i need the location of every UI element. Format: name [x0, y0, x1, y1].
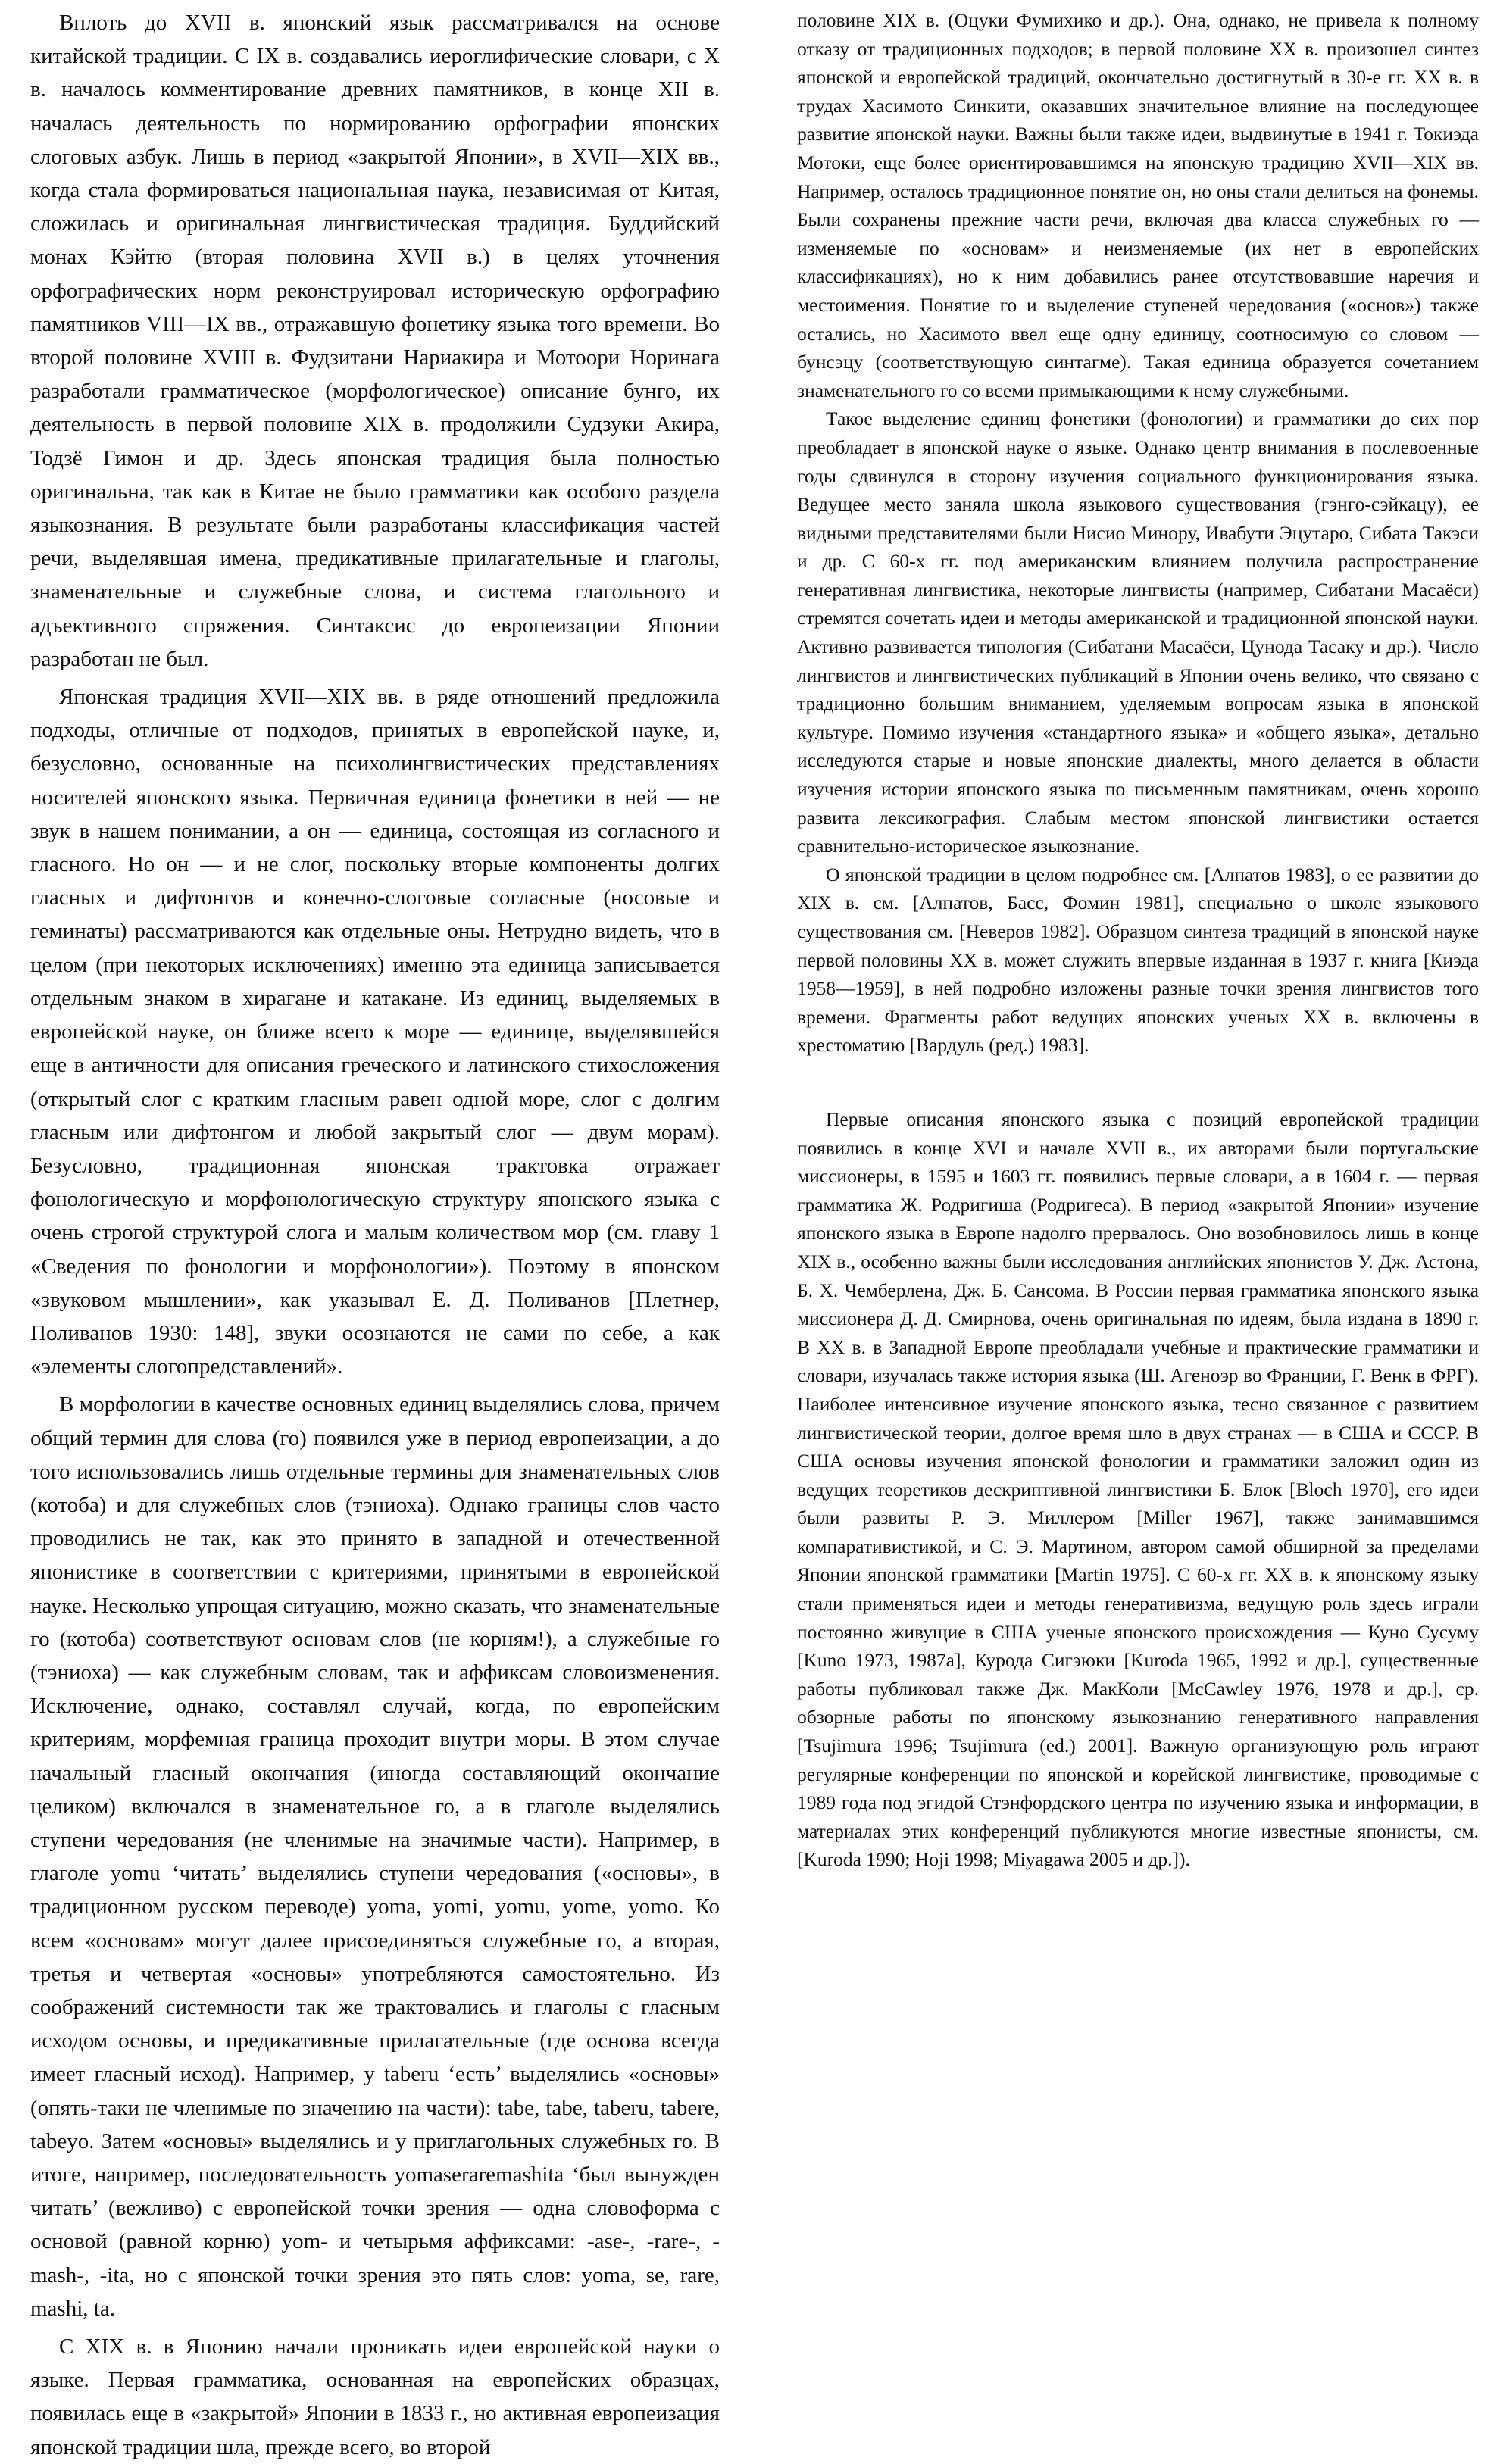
paragraph: Первые описания японского языка с позиций европейской традиции появились в конце XVI и начале XVII в., их авторами были португальские миссионеры, в 1595 и 1603 гг. появились первые словари, а в 1604 г. — первая грамматика Ж. Родригиша (Родригеса). В период «закрытой Японии» изучение японского языка в Европе надолго прервалось. Оно возобновилось лишь в конце XIX в., особенно важны были исследования английских японистов У. Дж. Астона, Б. Х. Чемберлена, Дж. Б. Сансома. В России первая грамматика японского языка миссионера Д. Д. Смирнова, очень оригинальная по идеям, была издана в 1890 г. В XX в. в Западной Европе преобладали учебные и практические грамматики и словари, изучалась также история языка (Ш. Агеноэр во Франции, Г. Венк в ФРГ). Наиболее интенсивное изучение японского языка, тесно связанное с развитием лингвистической теории, долгое время шло в двух странах — в США и СССР. В США основы изучения японской фонологии и грамматики заложил один из ведущих теоретиков дескриптивной лингвистики Б. Блок [Bloch 1970], его идеи были развиты Р. Э. Миллером [Miller 1967], также занимавшимся компаративистикой, и С. Э. Мартином, автором самой обширной за пределами Японии японской грамматики [Martin 1975]. С 60-х гг. XX в. к японскому языку стали применяться идеи и методы генеративизма, ведущую роль здесь играли постоянно живущие в США ученые японского происхождения — Куно Сусуму [Kuno 1973, 1987a], Курода Сигэюки [Kuroda 1965, 1992 и др.], существенные работы публиковал также Дж. МакКоли [McCawley 1976, 1978 и др.], ср. обзорные работы по японскому языкознанию генеративного направления [Tsujimura 1996; Tsujimura (ed.) 2001]. Важную организующую роль играют регулярные конференции по японской и корейской лингвистике, проводимые с 1989 года под эгидой Стэнфордского центра по изучению языка и информации, в материалах этих конференций публикуются многие известные японисты, см. [Kuroda 1990; Hoji 1998; Miyagawa 2005 и др.]). — [797, 1107, 1479, 1871]
paragraph: В морфологии в качестве основных единиц выделялись слова, причем общий термин для слова (го) появился уже в период европеизации, а до того использовались лишь отдельные термины для знаменательных слов (котоба) и для служебных слов (тэниоха). Однако границы слов часто проводились не так, как это принято в западной и отечественной японистике в соответствии с критериями, принятыми в европейской науке. Несколько упрощая ситуацию, можно сказать, что знаменательные го (котоба) соответствуют основам слов (не корням!), а служебные го (тэниоха) — как служебным словам, так и аффиксам словоизменения. Исключение, однако, составлял случай, когда, по европейским критериям, морфемная граница проходит внутри моры. В этом случае начальный гласный окончания (иногда составляющий окончание целиком) включался в знаменательное го, а в глаголе выделялись ступени чередования (не членимые на значимые части). Например, в глаголе yomu ‘читать’ выделялись ступени чередования («основы», в традиционном русском переводе) yoma, yomi, yomu, yome, yomo. Ко всем «основам» могут далее присоединяться служебные го, а вторая, третья и четвертая «основы» употребляются самостоятельно. Из соображений системности так же трактовались и глаголы с гласным исходом основы, и предикативные прилагательные (где основа всегда имеет гласный исход). Например, у taberu ‘есть’ выделялись «основы» (опять-таки не членимые по значению на части): tabe, tabe, taberu, tabere, tabeyo. Затем «основы» выделялись и у приглагольных служебных го. В итоге, например, последовательность yomaseraremashita ‘был вынужден читать’ (вежливо) с европейской точки зрения — одна словоформа с основой (равной корню) yom- и четырьмя аффиксами: -ase-, -rare-, -mash-, -ita, но с японской точки зрения это пять слов: yoma, se, rare, mashi, ta. — [30, 1392, 720, 2321]
paragraph: С XIX в. в Японию начали проникать идеи европейской науки о языке. Первая грамматика, основанная на европейских образцах, появилась еще в «закрытой» Японии в 1833 г., но активная европеизация японской традиции шла, прежде всего, во второй — [30, 2334, 720, 2459]
references-paragraph: О японской традиции в целом подробнее см. [Алпатов 1983], о ее развитии до XIX в. см. [Алпатов, Басс, Фомин 1981], специально о школе языкового существования см. [Неверов 1982]. Образцом синтеза традиций в японской науке первой половины XX в. может служить впервые изданная в 1937 г. книга [Киэда 1958—1959], в ней подробно изложены разные точки зрения лингвистов того времени. Фрагменты работ ведущих японских ученых XX в. включены в хрестоматию [Вардуль (ред.) 1983]. — [797, 863, 1479, 1057]
paragraph: Вплоть до XVII в. японский язык рассматривался на основе китайской традиции. С IX в. создавались иероглифические словари, с X в. началось комментирование древних памятников, в конце XII в. началась деятельность по нормированию орфографии японских слоговых азбук. Лишь в период «закрытой Японии», в XVII—XIX вв., когда стала формироваться национальная наука, независимая от Китая, сложилась и оригинальная лингвистическая традиция. Буддийский монах Кэйтю (вторая половина XVII в.) в целях уточнения орфографических норм реконструировал историческую орфографию памятников VIII—IX вв., отражавшую фонетику языка того времени. Во второй половине XVIII в. Фудзитани Нариакира и Мотоори Норинага разработали грамматическое (морфологическое) описание бунго, их деятельность в первой половине XIX в. продолжили Судзуки Акира, Тодзё Гимон и др. Здесь японская традиция была полностью оригинальна, так как в Китае не было грамматики как особого раздела языкознания. В результате были разработаны классификация частей речи, выделявшая имена, предикативные прилагательные и глаголы, знаменательные и служебные слова, и система глагольного и адъективного спряжения. Синтаксис до европеизации Японии разработан не был. — [30, 11, 720, 671]
left-column — [30, 6, 720, 2464]
paragraph: Такое выделение единиц фонетики (фонологии) и грамматики до сих пор преобладает в японской науке о языке. Однако центр внимания в послевоенные годы сдвинулся в сторону изучения социального функционирования языка. Ведущее место заняла школа языкового существования (гэнго-сэйкацу), ее видными представителями были Нисио Минору, Ивабути Эцутаро, Сибата Такэси и др. С 60-х гг. под американским влиянием получила распространение генеративная лингвистика, некоторые лингвисты (например, Сибатани Масаёси) стремятся сочетать идеи и методы американской и традиционной японской науки. Активно развивается типология (Сибатани Масаёси, Цунода Тасаку и др.). Число лингвистов и лингвистических публикаций в Японии очень велико, что связано с традиционно большим вниманием, уделяемым вопросам языка в японской культуре. Помимо изучения «стандартного языка» и «общего языка», детально исследуются старые и новые японские диалекты, много делается в области изучения истории японского языка по письменным памятникам, очень хорошо развита лексикография. Слабым местом японской лингвистики остается сравнительно-историческое языкознание. — [797, 408, 1479, 857]
paragraph: половине XIX в. (Оцуки Фумихико и др.). Она, однако, не привела к полному отказу от традиционных подходов; в первой половине XX в. произошел синтез японской и европейской традиций, окончательно достигнутый в 30-е гг. XX в. в трудах Хасимото Синкити, оказавших значительное влияние на последующее развитие японской науки. Важны были также идеи, выдвинутые в 1941 г. Токиэда Мотоки, еще более ориентировавшимся на японскую традицию XVII—XIX вв. Например, осталось традиционное понятие он, но оны стали делиться на фонемы. Были сохранены прежние части речи, включая два класса служебных го — изменяемые по «основам» и неизменяемые (их нет в европейских классификациях), но к ним добавились ранее отсутствовавшие наречия и местоимения. Понятие го и выделение ступеней чередования («основ») также остались, но Хасимото ввел еще одну единицу, соотносимую со словом — бунсэцу (соответствующую синтагме). Такая единица образуется сочетанием знаменательного го со всеми примыкающими к нему служебными. — [797, 9, 1479, 401]
paragraph: Японская традиция XVII—XIX вв. в ряде отношений предложила подходы, отличные от подходов, принятых в европейской науке, и, безусловно, основанные на психолингвистических представлениях носителей японского языка. Первичная единица фонетики в ней — не звук в нашем понимании, а он — единица, состоящая из согласного и гласного. Но он — и не слог, поскольку вторые компоненты долгих гласных и дифтонгов и конечно-слоговые согласные (носовые и геминаты) рассматриваются как отдельные оны. Нетрудно видеть, что в целом (при некоторых исключениях) именно эта единица записывается отдельным знаком в хирагане и катакане. Из единиц, выделяемых в европейской науке, он ближе всего к море — единице, выделявшейся еще в античности для описания греческого и латинского стихосложения (открытый слог с кратким гласным равен одной море, слог с долгим гласным или дифтонгом и любой закрытый слог — двум морам). Безусловно, традиционная японская трактовка отражает фонологическую и морфонологическую структуру японского языка с очень строгой структурой слога и малым количеством мор (см. главу 1 «Сведения по фонологии и морфонологии»). Поэтому в японском «звуковом мышлении», как указывал Е. Д. Поливанов [Плетнер, Поливанов 1930: 148], звуки осознаются не сами по себе, а как «элементы слогопредставлений». — [30, 685, 720, 1379]
right-column — [797, 6, 1479, 1874]
